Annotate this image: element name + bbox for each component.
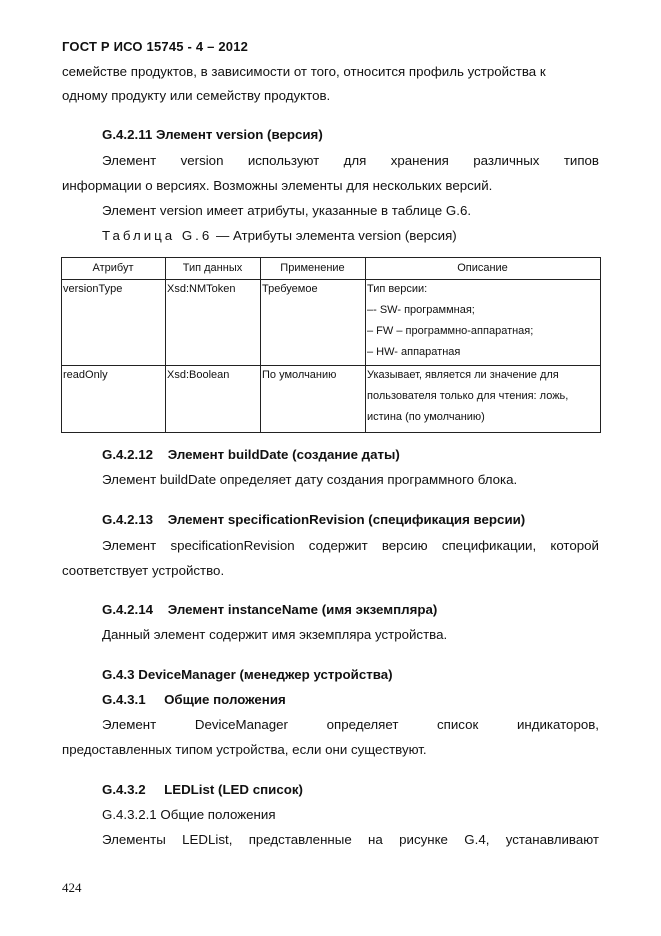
table-cell-description-line: Указывает, является ли значение для (367, 369, 559, 381)
table-col-rule (365, 257, 366, 432)
table-col-rule (61, 257, 62, 432)
table-col-rule (260, 257, 261, 432)
version-paragraph-2: Элемент version имеет атрибуты, указанные в таблице G.6. (102, 203, 472, 218)
specrev-paragraph-line-2: соответствует устройство. (62, 563, 225, 578)
table-cell-usage: По умолчанию (262, 369, 337, 381)
table-col-rule (600, 257, 601, 432)
table-col-rule (165, 257, 166, 432)
device-manager-paragraph-line-2: предоставленных типом устройства, если они существуют. (62, 742, 427, 757)
table-caption-title: — Атрибуты элемента version (версия) (212, 228, 457, 243)
table-caption (102, 228, 457, 244)
intro-line-2: одному продукту или семейству продуктов. (62, 88, 331, 103)
subsection-heading-ledlist-general: G.4.3.2.1 Общие положения (102, 807, 276, 822)
table-header-cell: Описание (457, 262, 508, 274)
subsection-heading-general: G.4.3.1 Общие положения (102, 692, 286, 707)
section-heading-device-manager: G.4.3 DeviceManager (менеджер устройства) (102, 667, 393, 682)
table-bottom-rule (61, 432, 601, 433)
table-top-rule (61, 257, 601, 258)
section-heading-builddate: G.4.2.12 Элемент buildDate (создание даты) (102, 447, 400, 462)
specrev-paragraph-line-1: Элемент specificationRevision содержит версию спецификации, которой (102, 538, 599, 553)
table-cell-description-line: истина (по умолчанию) (367, 411, 485, 423)
page-number: 424 (62, 880, 82, 895)
intro-line-1: семействе продуктов, в зависимости от того, относится профиль устройства к (62, 64, 546, 79)
section-heading-ledlist: G.4.3.2 LEDList (LED список) (102, 782, 303, 797)
builddate-paragraph: Элемент buildDate определяет дату создания программного блока. (102, 472, 518, 487)
table-cell-description-line: – HW- аппаратная (367, 346, 461, 358)
table-header-cell: Применение (280, 262, 345, 274)
device-manager-paragraph-line-1: Элемент DeviceManager определяет список индикаторов, (102, 717, 599, 732)
section-heading-instance-name: G.4.2.14 Элемент instanceName (имя экземпляра) (102, 602, 438, 617)
instance-name-paragraph: Данный элемент содержит имя экземпляра устройства. (102, 627, 448, 642)
table-header-rule (61, 279, 601, 280)
section-heading-specification-revision: G.4.2.13 Элемент specificationRevision (спецификация версии) (102, 512, 526, 527)
ledlist-paragraph-line-1: Элементы LEDList, представленные на рисунке G.4, устанавливают (102, 832, 599, 847)
table-cell-usage: Требуемое (262, 283, 318, 295)
table-cell-description-line: –- SW- программная; (367, 304, 475, 316)
table-caption-label: Таблица G.6 (102, 228, 213, 243)
table-cell-description-line: – FW – программно-аппаратная; (367, 325, 534, 337)
version-paragraph-line-2: информации о версиях. Возможны элементы для нескольких версий. (62, 178, 493, 193)
table-cell-type: Xsd:Boolean (167, 369, 230, 381)
table-cell-attribute: readOnly (63, 369, 108, 381)
version-paragraph-line-1: Элемент version используют для хранения различных типов (102, 153, 599, 168)
table-cell-description-line: пользователя только для чтения: ложь, (367, 390, 569, 402)
table-cell-description-line: Тип версии: (367, 283, 428, 295)
table-header-cell: Тип данных (182, 262, 243, 274)
table-cell-attribute: versionType (63, 283, 123, 295)
table-header-cell: Атрибут (92, 262, 134, 274)
table-cell-type: Xsd:NMToken (167, 283, 236, 295)
table-row-rule (61, 365, 601, 366)
section-heading-version: G.4.2.11 Элемент version (версия) (102, 127, 323, 142)
document-header: ГОСТ Р ИСО 15745 - 4 – 2012 (62, 39, 249, 54)
